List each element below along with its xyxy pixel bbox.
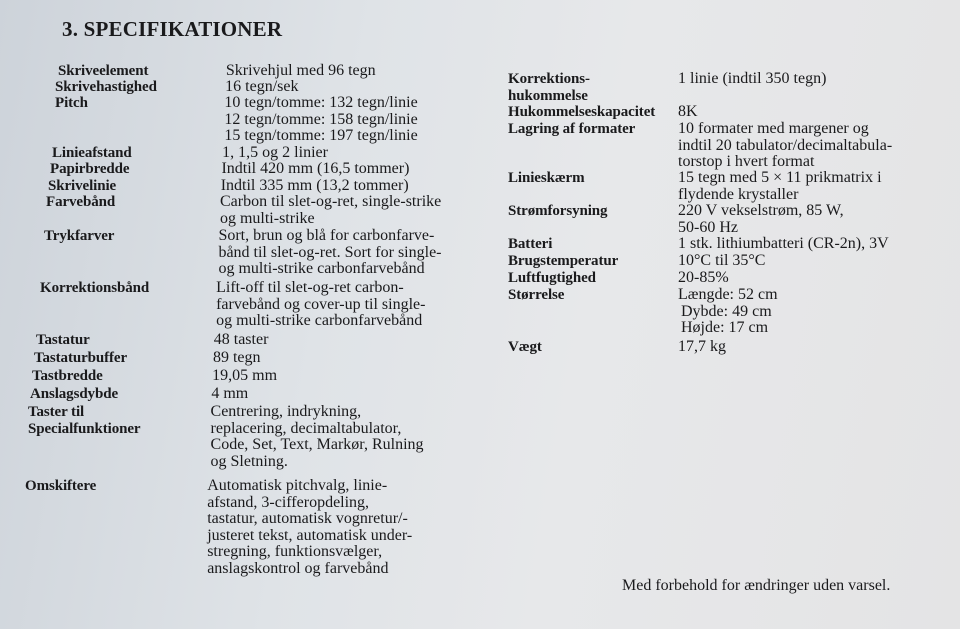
spec-value-line: Sort, brun og blå for carbonfarve-	[218, 227, 435, 244]
spec-value-line: farvebånd og cover-up til single-	[216, 295, 426, 313]
spec-value-line: Code, Set, Text, Markør, Rulning	[210, 436, 424, 453]
spec-value-line: 20-85%	[678, 269, 729, 286]
spec-label	[28, 404, 140, 437]
spec-value	[678, 287, 778, 337]
spec-label	[48, 178, 116, 195]
spec-label	[508, 121, 635, 138]
spec-label-line: Taster til	[28, 404, 85, 420]
spec-value	[678, 170, 882, 203]
spec-value-line: 4 mm	[211, 385, 249, 402]
spec-label-line: Linieafstand	[52, 145, 132, 161]
spec-label	[508, 287, 564, 304]
spec-value-line: justeret tekst, automatisk under-	[207, 526, 413, 544]
spec-value	[221, 161, 409, 178]
spec-value-line: 220 V vekselstrøm, 85 W,	[678, 202, 844, 219]
spec-label-line: Korrektions-	[508, 71, 590, 87]
spec-label	[508, 170, 585, 187]
spec-value-line: bånd til slet-og-ret. Sort for single-	[218, 243, 442, 261]
spec-label-line: Lagring af formater	[508, 121, 636, 137]
spec-label-line: Tastbredde	[32, 368, 103, 384]
spec-value-line: 48 taster	[213, 331, 269, 348]
spec-label-line: Trykfarver	[44, 228, 115, 244]
spec-label-line: Pitch	[55, 95, 88, 111]
spec-value-line: 15 tegn/tomme: 197 tegn/linie	[224, 127, 418, 144]
spec-value	[678, 203, 844, 236]
spec-value-line: Indtil 420 mm (16,5 tommer)	[221, 160, 410, 177]
spec-label-line: Skrivelinie	[48, 178, 117, 194]
disclaimer-footer: Med forbehold for ændringer uden varsel.	[622, 577, 891, 594]
spec-value	[211, 386, 248, 403]
spec-label	[44, 228, 114, 245]
spec-value-line: 19,05 mm	[212, 367, 278, 384]
spec-value	[678, 339, 726, 356]
spec-label	[46, 194, 115, 211]
spec-value-line: flydende krystaller	[678, 185, 799, 203]
spec-value-line: Centrering, indrykning,	[210, 403, 362, 420]
spec-label-line: Anslagsdybde	[30, 386, 119, 402]
spec-value-line: 8K	[678, 103, 698, 120]
spec-value	[211, 404, 424, 470]
spec-value-line: Længde: 52 cm	[678, 286, 778, 303]
spec-value	[216, 280, 425, 330]
spec-value	[678, 253, 765, 270]
spec-label	[58, 63, 148, 80]
spec-label	[34, 350, 127, 367]
spec-value-line: Højde: 17 cm	[681, 319, 769, 336]
spec-value-line: 15 tegn med 5 × 11 prikmatrix i	[678, 169, 882, 186]
spec-label-line: Strømforsyning	[508, 203, 608, 219]
spec-label	[508, 203, 607, 220]
spec-value-line: afstand, 3-cifferopdeling,	[207, 493, 370, 511]
spec-label-line: Batteri	[508, 236, 553, 252]
spec-label	[52, 145, 132, 162]
spec-label-line: Brugstemperatur	[508, 253, 619, 269]
spec-value	[212, 368, 277, 385]
spec-label	[25, 478, 96, 495]
spec-value-line: 1, 1,5 og 2 linier	[222, 144, 328, 161]
spec-value	[220, 194, 441, 227]
spec-label-line: Korrektionsbånd	[40, 280, 150, 296]
spec-value-line: replacering, decimaltabulator,	[210, 419, 402, 437]
spec-value-line: stregning, funktionsvælger,	[207, 543, 383, 560]
spec-value-line: og multi-strike carbonfarvebånd	[218, 260, 425, 277]
spec-label	[32, 368, 103, 385]
spec-value-line: 10°C til 35°C	[678, 252, 766, 269]
spec-value	[218, 228, 441, 278]
spec-value-line: tastatur, automatisk vognretur/-	[207, 510, 408, 527]
spec-label	[508, 253, 618, 270]
spec-value-line: 10 formater med margener og	[678, 120, 869, 137]
spec-value-line: 50-60 Hz	[678, 218, 738, 236]
spec-label	[55, 79, 157, 96]
spec-value-line: 12 tegn/tomme: 158 tegn/linie	[224, 110, 418, 128]
spec-label	[508, 104, 655, 121]
spec-value-line: og Sletning.	[210, 452, 288, 470]
spec-value-line: 10 tegn/tomme: 132 tegn/linie	[224, 94, 418, 111]
spec-value-line: 89 tegn	[212, 349, 261, 366]
spec-value-line: anslagskontrol og farvebånd	[207, 559, 389, 577]
spec-label-line: Skriveelement	[58, 63, 149, 79]
spec-value	[224, 95, 417, 145]
spec-label-line: Skrivehastighed	[55, 79, 157, 95]
spec-label	[55, 95, 88, 112]
page-title: 3. SPECIFIKATIONER	[62, 17, 283, 41]
spec-value	[678, 270, 729, 287]
spec-label-line: Tastatur	[36, 332, 90, 348]
spec-value	[214, 332, 269, 349]
spec-value-line: og multi-strike carbonfarvebånd	[216, 312, 423, 329]
spec-value	[678, 236, 889, 253]
spec-label	[508, 339, 542, 356]
spec-label-line: Tastaturbuffer	[34, 350, 128, 366]
spec-label-line: Størrelse	[508, 287, 565, 303]
spec-label	[508, 236, 552, 253]
spec-value-line: Skrivehjul med 96 tegn	[225, 62, 376, 79]
spec-value-line: og multi-strike	[219, 209, 315, 227]
spec-value	[678, 71, 826, 88]
spec-label	[508, 71, 590, 104]
spec-value-line: Automatisk pitchvalg, linie-	[207, 477, 388, 494]
spec-label	[508, 270, 596, 287]
spec-label	[40, 280, 149, 297]
spec-label-line: Farvebånd	[46, 194, 116, 210]
spec-value-line: 1 stk. lithiumbatteri (CR-2n), 3V	[678, 235, 889, 252]
spec-label-line: hukommelse	[508, 87, 588, 104]
spec-label-line: Luftfugtighed	[508, 270, 596, 286]
spec-label-line: Papirbredde	[50, 161, 130, 177]
spec-label	[50, 161, 129, 178]
spec-value-line: Carbon til slet-og-ret, single-strike	[219, 193, 442, 210]
spec-value-line: 1 linie (indtil 350 tegn)	[678, 70, 827, 87]
spec-label-line: Vægt	[508, 339, 542, 355]
spec-value-line: 17,7 kg	[678, 338, 726, 355]
spec-value	[207, 478, 412, 577]
spec-value-line: 16 tegn/sek	[225, 78, 299, 95]
spec-value-line: Dybde: 49 cm	[681, 302, 772, 320]
spec-label-line: Omskiftere	[25, 478, 97, 494]
spec-value	[678, 121, 892, 171]
spec-label-line: Hukommelseskapacitet	[508, 104, 656, 120]
spec-label-line: Linieskærm	[508, 170, 585, 186]
spec-value-line: indtil 20 tabulator/decimaltabula-	[678, 136, 893, 154]
spec-label	[30, 386, 118, 403]
spec-value-line: Indtil 335 mm (13,2 tommer)	[220, 177, 409, 194]
spec-label	[36, 332, 90, 349]
spec-label-line: Specialfunktioner	[28, 420, 141, 437]
spec-value-line: Lift-off til slet-og-ret carbon-	[216, 279, 404, 296]
spec-value	[213, 350, 261, 367]
spec-value	[678, 104, 698, 121]
spec-value-line: torstop i hvert format	[678, 153, 815, 170]
